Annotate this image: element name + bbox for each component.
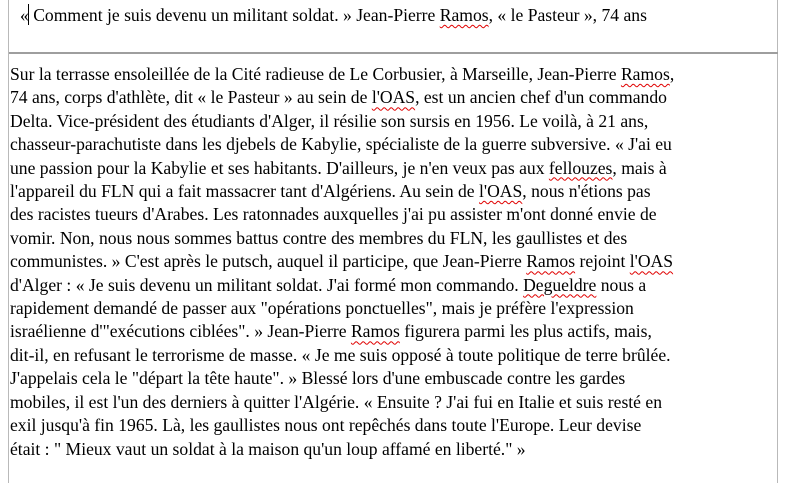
- paragraph-line: [10, 133, 780, 156]
- spellcheck-flagged-word: Ramos: [350, 321, 400, 342]
- text-run: d'Alger : « Je suis devenu un militant soldat. J'ai formé mon commando.: [10, 274, 524, 295]
- text-run: nous a: [596, 274, 647, 295]
- text-run: communistes. » C'est après le putsch, auquel il participe, que Jean-Pierre: [10, 251, 527, 272]
- text-run: ,: [669, 64, 675, 84]
- paragraph-line: [10, 414, 780, 437]
- text-run: chasseur-parachutiste dans les djebels de Kabylie, spécialiste de la guerre subversive. « J'ai eu: [10, 134, 672, 155]
- paragraph-line: [10, 250, 780, 273]
- document-title[interactable]: [20, 3, 647, 27]
- paragraph-line: [10, 180, 780, 203]
- paragraph-line: [10, 157, 780, 180]
- text-run: J'appelais cela le "départ la tête haute". » Blessé lors d'une embuscade contre les gardes: [10, 368, 626, 389]
- text-run: rapidement demandé de passer aux "opérations ponctuelles", mais je préfère l'expression: [10, 298, 634, 319]
- paragraph-line: [10, 227, 780, 250]
- article-body[interactable]: [10, 63, 780, 461]
- horizontal-rule: [9, 52, 778, 54]
- spellcheck-flagged-word: Ramos: [620, 64, 670, 84]
- spellcheck-flagged-word: Degueldre: [523, 274, 597, 295]
- text-run: mobiles, il est l'un des derniers à quitter l'Algérie. « Ensuite ? J'ai fui en Italie et suis resté en: [10, 391, 662, 412]
- paragraph-line: [10, 110, 780, 133]
- title-spell-ramos: Ramos: [439, 5, 489, 25]
- text-run: une passion pour la Kabylie et ses habitants. D'ailleurs, je n'en veux pas aux: [10, 157, 549, 178]
- text-run: 74 ans, corps d'athlète, dit « le Pasteur » au sein de: [10, 87, 372, 108]
- paragraph-line: [10, 63, 780, 86]
- text-run: Sur la terrasse ensoleillée de la Cité radieuse de Le Corbusier, à Marseille, Jean-Pierre: [10, 64, 621, 84]
- text-run: , nous n'étions pas: [522, 181, 651, 202]
- paragraph-line: [10, 367, 780, 390]
- spellcheck-flagged-word: Ramos: [526, 251, 576, 272]
- title-text-end: , « le Pasteur », 74 ans: [488, 5, 647, 25]
- spellcheck-flagged-word: l'OAS: [479, 181, 523, 202]
- paragraph-line: [10, 320, 780, 343]
- text-run: vomir. Non, nous nous sommes battus contre des membres du FLN, les gaullistes et des: [10, 227, 628, 248]
- paragraph-line: [10, 297, 780, 320]
- paragraph-line: [10, 344, 780, 367]
- text-run: Delta. Vice-président des étudiants d'Alger, il résilie son sursis en 1956. Le voilà, à 21 ans,: [10, 110, 649, 131]
- text-run: , mais à: [612, 157, 667, 178]
- text-run: rejoint: [575, 251, 630, 272]
- spellcheck-flagged-word: l'OAS: [629, 251, 674, 272]
- text-run: était : " Mieux vaut un soldat à la maison qu'un loup affamé en liberté." »: [10, 438, 526, 459]
- spellcheck-flagged-word: l'OAS: [371, 87, 416, 108]
- spellcheck-flagged-word: fellouzes: [548, 157, 613, 178]
- text-run: figurera parmi les plus actifs, mais,: [399, 321, 652, 342]
- title-text-start: « Comment je suis devenu un militant soldat. » Jean-Pierre: [20, 5, 440, 25]
- paragraph-line: [10, 274, 780, 297]
- text-run: israélienne d'"exécutions ciblées". » Jean-Pierre: [10, 321, 351, 342]
- text-run: dit-il, en refusant le terrorisme de masse. « Je me suis opposé à toute politique de terre brûlée.: [10, 344, 671, 365]
- paragraph-line: [10, 438, 780, 461]
- text-run: l'appareil du FLN qui a fait massacrer tant d'Algériens. Au sein de: [10, 181, 480, 202]
- paragraph-line: [10, 391, 780, 414]
- paragraph-line: [10, 86, 780, 109]
- text-run: exil jusqu'à fin 1965. Là, les gaullistes nous ont repêchés dans toute l'Europe. Leur devise: [10, 415, 642, 436]
- text-run: , est un ancien chef d'un commando: [415, 87, 667, 108]
- paragraph-line: [10, 203, 780, 226]
- text-run: des racistes tueurs d'Arabes. Les ratonnades auxquelles j'ai pu assister m'ont donné envie de: [10, 204, 657, 225]
